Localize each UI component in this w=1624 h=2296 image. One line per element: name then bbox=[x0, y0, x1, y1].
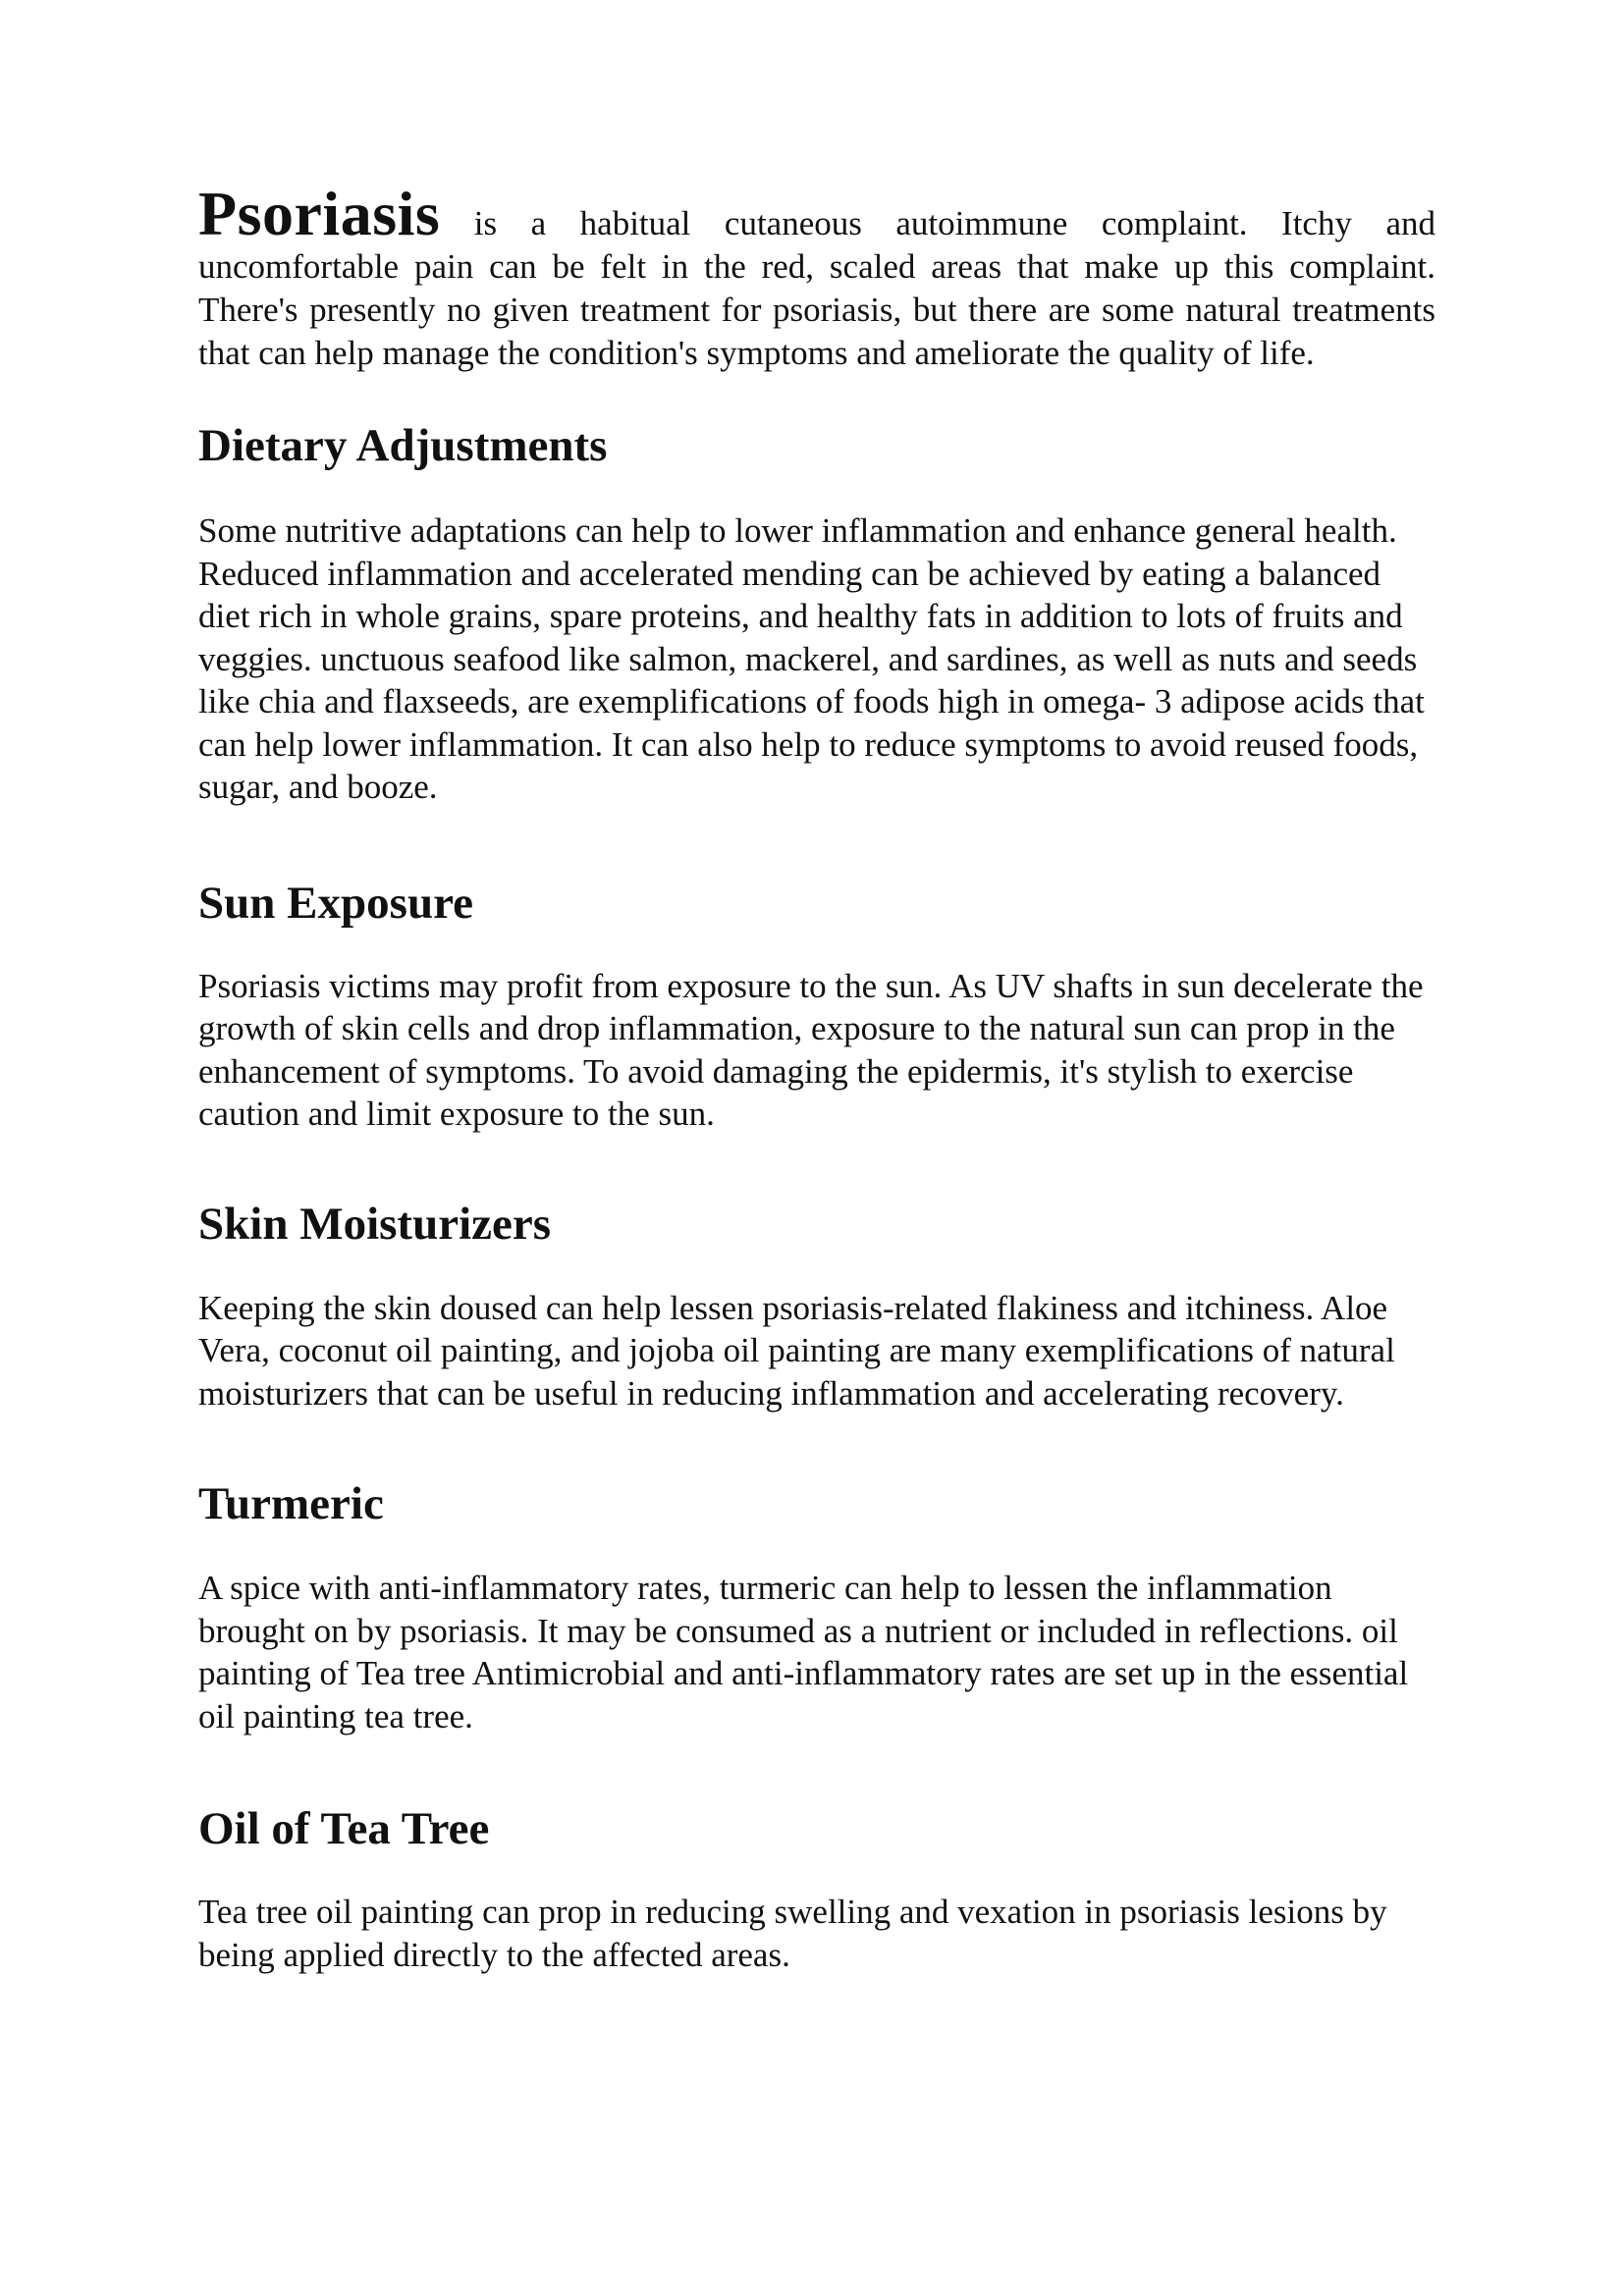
section-skin-moisturizers bbox=[198, 1197, 1435, 1415]
section-body: Keeping the skin doused can help lessen psoriasis-related flakiness and itchiness. Aloe Vera, coconut oil painting, and jojoba oil painting are many exemplifications of natural moisturizers that can be useful in reducing inflammation and accelerating recovery. bbox=[198, 1288, 1395, 1413]
section-body: A spice with anti-inflammatory rates, turmeric can help to lessen the inflammation brought on by psoriasis. It may be consumed as a nutrient or included in reflections. oil painting of Tea tree Antimicrobial and anti-inflammatory rates are set up in the essential oil painting tea tree. bbox=[198, 1569, 1409, 1735]
section-dietary-adjustments bbox=[198, 418, 1435, 809]
intro-paragraph bbox=[198, 179, 1435, 375]
document-page bbox=[198, 179, 1435, 1976]
section-oil-of-tea-tree bbox=[198, 1801, 1435, 1976]
section-heading: Oil of Tea Tree bbox=[198, 1803, 490, 1854]
intro-text: is a habitual cutaneous autoimmune complaint. Itchy and uncomfortable pain can be felt in the red, scaled areas that make up this complaint. There's presently no given treatment for psoriasis, but there are some natural treatments that can help manage the condition's symptoms and ameliorate the quality of life. bbox=[198, 204, 1435, 372]
section-turmeric bbox=[198, 1476, 1435, 1737]
section-heading: Skin Moisturizers bbox=[198, 1198, 552, 1250]
section-heading: Turmeric bbox=[198, 1478, 384, 1529]
section-body: Some nutritive adaptations can help to lower inflammation and enhance general health. Reduced inflammation and accelerated mending can be achieved by eating a balanced diet rich in whole grains, spare proteins, and healthy fats in addition to lots of fruits and veggies. unctuous seafood like salmon, mackerel, and sardines, as well as nuts and seeds like chia and flaxseeds, are exemplifications of foods high in omega- 3 adipose acids that can help lower inflammation. It can also help to reduce symptoms to avoid reused foods, sugar, and booze. bbox=[198, 511, 1425, 806]
section-heading: Sun Exposure bbox=[198, 877, 473, 929]
intro-lead-word: Psoriasis bbox=[198, 179, 441, 248]
section-body: Psoriasis victims may profit from exposure to the sun. As UV shafts in sun decelerate the growth of skin cells and drop inflammation, exposure to the natural sun can prop in the enhancement of symptoms. To avoid damaging the epidermis, it's stylish to exercise caution and limit exposure to the sun. bbox=[198, 966, 1424, 1133]
section-heading: Dietary Adjustments bbox=[198, 420, 608, 471]
section-body: Tea tree oil painting can prop in reducing swelling and vexation in psoriasis lesions by being applied directly to the affected areas. bbox=[198, 1893, 1387, 1974]
section-sun-exposure bbox=[198, 876, 1435, 1136]
